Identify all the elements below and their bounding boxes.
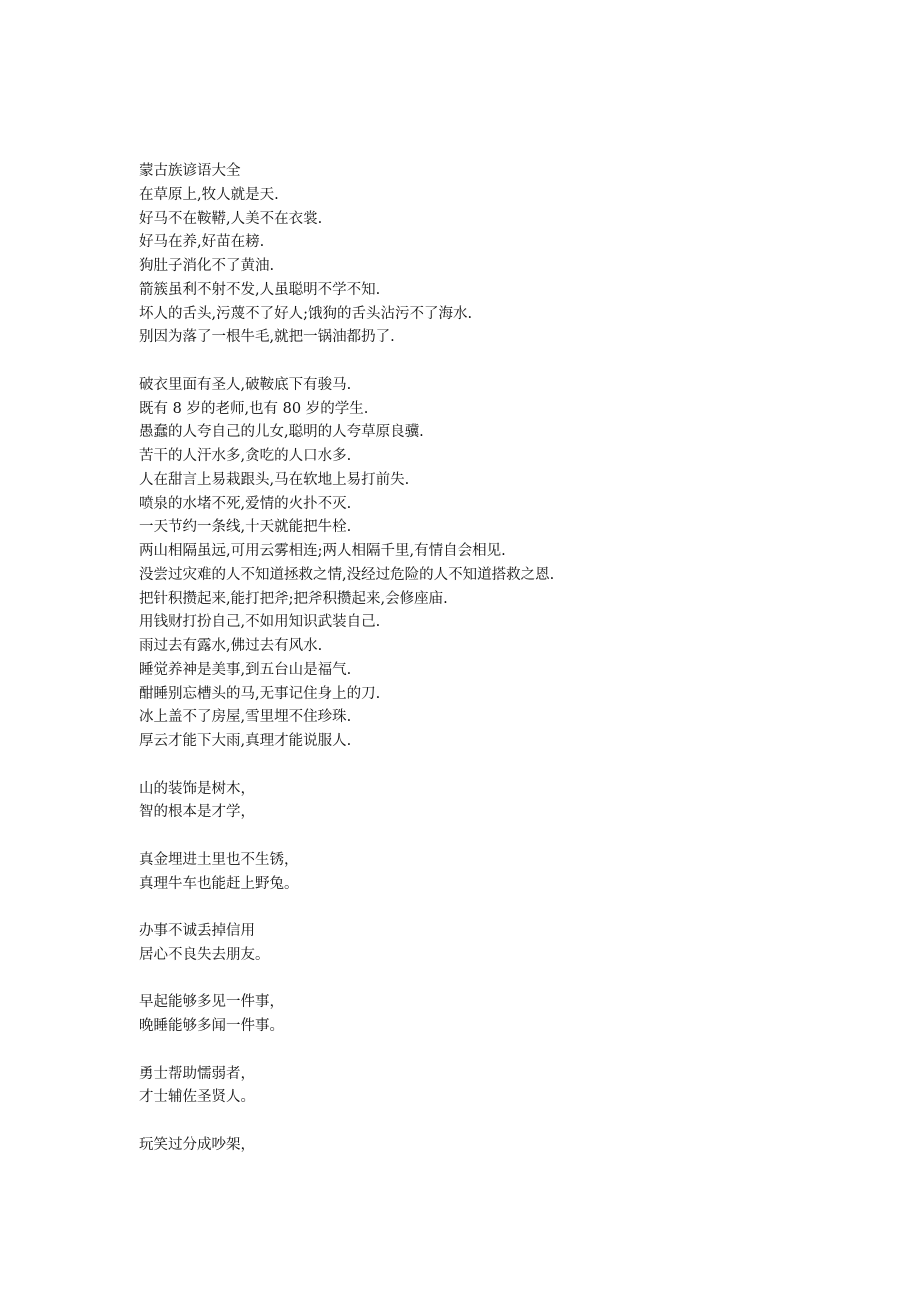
proverb-line: 破衣里面有圣人,破鞍底下有骏马.	[139, 376, 352, 393]
proverb-line: 厚云才能下大雨,真理才能说服人.	[139, 733, 352, 749]
paragraph-gap	[139, 350, 859, 374]
couplet-1	[139, 778, 859, 826]
paragraph-gap	[139, 896, 859, 920]
couplet-3	[139, 920, 859, 968]
proverb-line: 别因为落了一根牛毛,就把一锅油都扔了.	[139, 329, 395, 346]
proverb-line: 人在甜言上易栽跟头,马在软地上易打前失.	[139, 471, 410, 488]
proverb-line: 好马不在鞍鞯,人美不在衣裳.	[139, 210, 323, 227]
proverb-line: 用钱财打扮自己,不如用知识武装自己.	[139, 614, 381, 631]
proverb-line: 酣睡别忘槽头的马,无事记住身上的刀.	[139, 685, 381, 702]
paragraph-gap	[139, 1039, 859, 1063]
proverb-line: 两山相隔虽远,可用云雾相连;两人相隔千里,有情自会相见.	[139, 543, 506, 559]
paragraph-gap	[139, 968, 859, 992]
proverb-line: 狗肚子消化不了黄油.	[139, 258, 275, 274]
couplet-line: 才士辅佐圣贤人。	[139, 1089, 255, 1106]
couplet-line: 山的装饰是树木，	[139, 780, 255, 797]
proverb-line: 好马在养,好苗在耪.	[139, 234, 265, 251]
couplet-line: 早起能够多见一件事，	[139, 994, 284, 1011]
couplet-6	[139, 1134, 859, 1158]
paragraph-gap	[139, 825, 859, 849]
couplet-2	[139, 849, 859, 897]
proverb-line: 把针积攒起来,能打把斧;把斧积攒起来,会修座庙.	[139, 590, 448, 607]
proverb-line: 喷泉的水堵不死,爱情的火扑不灭.	[139, 495, 352, 512]
proverb-section-2	[139, 374, 859, 754]
couplet-line: 真金埋进土里也不生锈，	[139, 851, 299, 868]
couplet-line: 晚睡能够多闻一件事。	[139, 1018, 284, 1034]
couplet-line: 真理牛车也能赶上野兔。	[139, 875, 299, 892]
couplet-line: 玩笑过分成吵架，	[139, 1136, 255, 1153]
proverb-line: 一天节约一条线,十天就能把牛栓.	[139, 519, 352, 536]
proverb-line: 苦干的人汗水多,贪吃的人口水多.	[139, 448, 352, 464]
proverb-section-1	[139, 184, 859, 350]
proverb-line: 愚蠢的人夸自己的儿女,聪明的人夸草原良骥.	[139, 424, 424, 441]
proverb-line: 雨过去有露水,佛过去有风水.	[139, 638, 323, 654]
couplet-line: 勇士帮助懦弱者，	[139, 1065, 255, 1082]
document-title: 蒙古族谚语大全	[139, 163, 241, 179]
proverb-line: 坏人的舌头,污蔑不了好人;饿狗的舌头沾污不了海水.	[139, 305, 473, 322]
couplet-line: 智的根本是才学，	[139, 804, 255, 821]
couplet-line: 居心不良失去朋友。	[139, 946, 270, 963]
document-body	[139, 160, 859, 1158]
proverb-line: 睡觉养神是美事,到五台山是福气.	[139, 661, 352, 678]
couplet-5	[139, 1063, 859, 1111]
proverb-line: 在草原上,牧人就是天.	[139, 186, 279, 203]
couplet-4	[139, 991, 859, 1039]
proverb-line: 没尝过灾难的人不知道拯救之情,没经过危险的人不知道搭救之恩.	[139, 566, 555, 583]
proverb-line: 冰上盖不了房屋,雪里埋不住珍珠.	[139, 709, 352, 726]
paragraph-gap	[139, 754, 859, 778]
couplet-line: 办事不诚丢掉信用	[139, 923, 255, 939]
proverb-line: 箭簇虽利不射不发,人虽聪明不学不知.	[139, 281, 381, 298]
proverb-line: 既有 8 岁的老师,也有 80 岁的学生.	[139, 400, 369, 417]
paragraph-gap	[139, 1110, 859, 1134]
